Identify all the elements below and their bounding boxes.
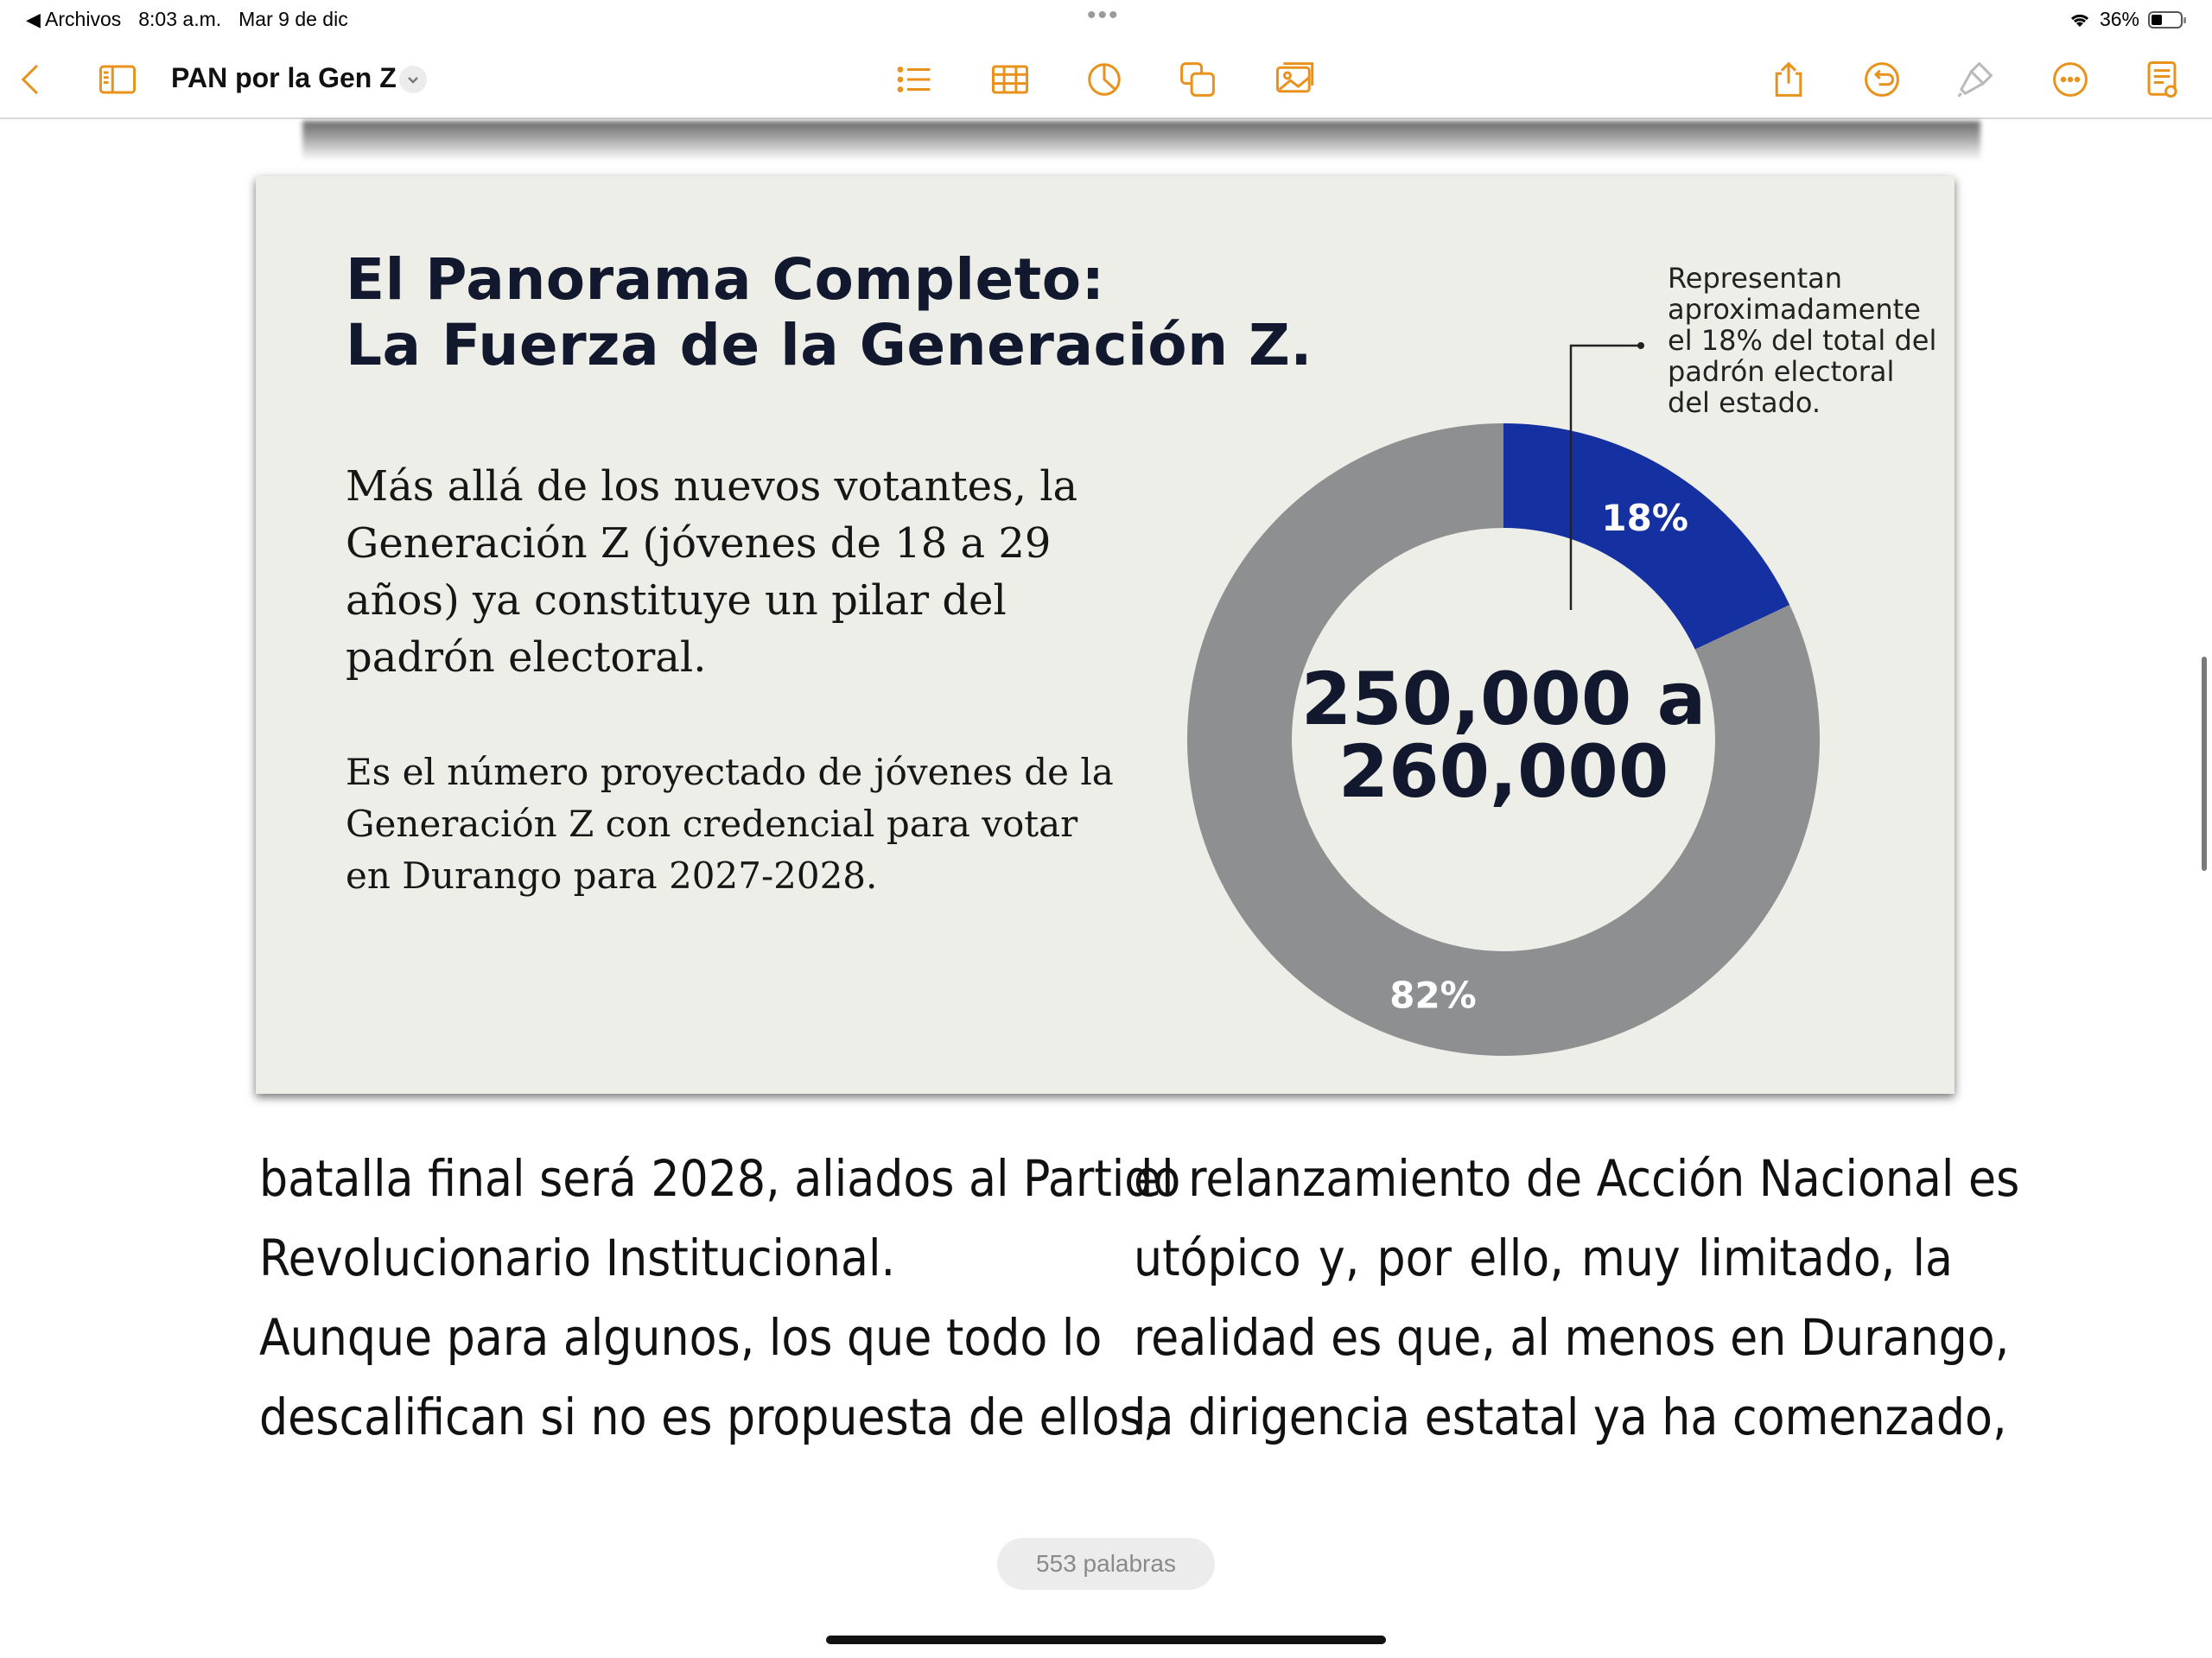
annotation-line: Representan [1668,262,1843,295]
body-columns [259,1139,2020,1467]
document-icon[interactable] [2138,55,2186,104]
status-time: 8:03 a.m. [138,8,222,30]
sidebar-icon[interactable] [93,55,142,104]
annotation-line: aproximadamente [1668,293,1921,326]
back-to-app[interactable] [26,8,121,31]
undo-icon[interactable] [1858,55,1906,104]
document-toolbar [0,40,2212,119]
share-icon[interactable] [1764,55,1813,104]
infographic-image[interactable] [256,176,1955,1094]
shape-icon[interactable] [1173,55,1222,104]
donut-slice-label: 82% [1389,974,1477,1017]
page-edge-shadow [302,121,1980,161]
infographic-paragraph-1: Más allá de los nuevos votantes, la Generación Z (jóvenes de 18 a 29 años) ya constituye un pilar del padrón electoral. [346,462,1078,682]
left-column [259,1139,1181,1457]
status-date: Mar 9 de dic [238,8,348,30]
donut-center-line-2: 260,000 [1338,729,1669,814]
annotation-line: del estado. [1668,386,1821,419]
donut-slice-label: 18% [1601,497,1688,540]
text-line[interactable]: realidad es que, al menos en Durango, [1134,1308,2010,1367]
scroll-indicator[interactable] [2202,657,2207,871]
donut-chart [256,176,1955,1094]
word-count-badge[interactable]: 553 palabras [997,1538,1215,1590]
text-line[interactable]: utópico y, por ello, muy limitado, la [1134,1229,1953,1287]
back-chevron-icon[interactable] [7,55,55,104]
wifi-icon [2069,11,2091,29]
title-line-1: El Panorama Completo: [346,246,1105,313]
media-icon[interactable] [1270,55,1319,104]
text-line[interactable]: el relanzamiento de Acción Nacional es [1134,1149,2020,1208]
infographic-paragraph-2: Es el número proyectado de jóvenes de la Generación Z con credencial para votar en Durango para 2027-2028. [346,751,1114,897]
document-title[interactable]: PAN por la Gen Z [171,62,397,93]
more-icon[interactable] [2046,55,2094,104]
format-brush-icon[interactable] [1951,55,1999,104]
battery-icon [2148,11,2183,29]
status-bar [0,0,2212,40]
annotation-line: padrón electoral [1668,355,1895,388]
donut-center-line-1: 250,000 a [1300,657,1707,741]
back-app-label: Archivos [45,8,122,30]
title-line-2: La Fuerza de la Generación Z. [346,312,1313,378]
text-line[interactable]: la dirigencia estatal ya ha comenzado, [1134,1388,2007,1446]
right-column [1134,1139,2020,1457]
back-triangle-icon: ◀ [26,9,41,30]
text-line[interactable]: Aunque para algunos, los que todo lo [259,1308,1103,1367]
title-chevron-down-icon[interactable] [399,66,427,93]
text-line[interactable]: descalifican si no es propuesta de ellos, [259,1388,1158,1446]
multitasking-dots-icon[interactable]: ••• [1087,1,1120,29]
chart-icon[interactable] [1080,55,1128,104]
table-icon[interactable] [986,55,1034,104]
battery-percent: 36% [2099,8,2139,30]
annotation-leader-dot [1637,342,1644,349]
annotation-line: el 18% del total del [1668,324,1937,357]
text-line[interactable]: batalla final será 2028, aliados al Partido [259,1149,1181,1208]
text-line[interactable]: Revolucionario Institucional. [259,1229,896,1287]
home-indicator[interactable] [826,1636,1386,1644]
list-icon[interactable] [890,55,938,104]
